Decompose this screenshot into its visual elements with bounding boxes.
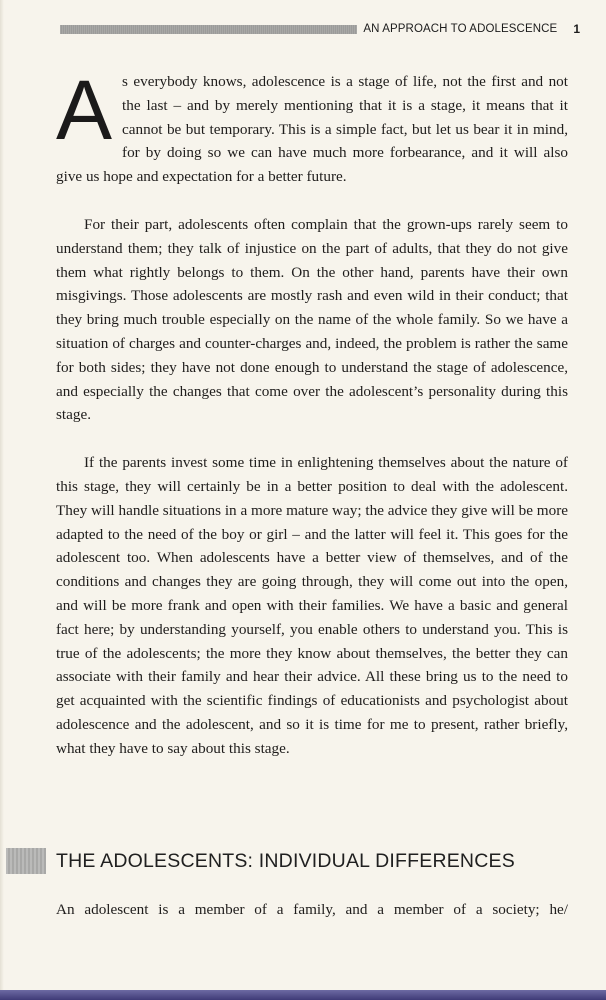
section-heading-row xyxy=(0,846,606,876)
page-number: 1 xyxy=(573,22,580,36)
header-rule xyxy=(60,25,357,34)
body-text xyxy=(56,63,568,761)
section-heading: THE ADOLESCENTS: INDIVIDUAL DIFFERENCES xyxy=(56,849,515,872)
bottom-color-band xyxy=(0,990,606,1000)
paragraph-1-text: s everybody knows, adolescence is a stage of life, not the first and not the last – and by merely mentioning that it is a stage, it means that it cannot be but temporary. This is a simple fact, but let us bear it in mind, for by doing so we can have much more forbearance, and it will also give us hope and expectation for a better future. xyxy=(56,73,568,186)
header-title: AN APPROACH TO ADOLESCENCE xyxy=(363,23,558,35)
paragraph-3: If the parents invest some time in enlightening themselves about the nature of this stage, they will certainly be in a better position to deal with the adolescent. They will handle situations in a more mature way; the advice they give will be more adapted to the need of the boy or girl – and the latter will feel it. This goes for the adolescent too. When adolescents have a better view of themselves, and of the conditions and changes they are going through, they will come out into the open, and will be more frank and open with their families. We have a basic and general fact here; by understanding yourself, you enable others to understand you. This is true of the adolescents; the more they know about themselves, the better they can associate with their family and hear their advice. All these bring us to the need to get acquainted with the scientific findings of educationists and psychologist about adolescence and the adolescent, and so it is time for me to present, rather briefly, what they have to say about this stage. xyxy=(56,454,568,757)
drop-cap: A xyxy=(56,63,113,157)
heading-bar xyxy=(6,848,46,874)
section-first-line: An adolescent is a member of a family, and a member of a society; he/ xyxy=(56,901,568,918)
paragraph-2: For their part, adolescents often complain that the grown-ups rarely seem to understand them; they talk of injustice on the part of adults, that they do not give them what rightly belongs to them. On the other hand, parents have their own misgivings. Those adolescents are mostly rash and even wild in their conduct; that they bring much trouble especially on the name of the whole family. So we have a situation of charges and counter-charges and, indeed, the problem is rather the same for both sides; they have not done enough to understand the stage of adolescence, and especially the changes that come over the adolescent’s personality during this stage. xyxy=(56,215,568,424)
paragraph-1 xyxy=(56,63,568,189)
running-header xyxy=(60,18,580,40)
